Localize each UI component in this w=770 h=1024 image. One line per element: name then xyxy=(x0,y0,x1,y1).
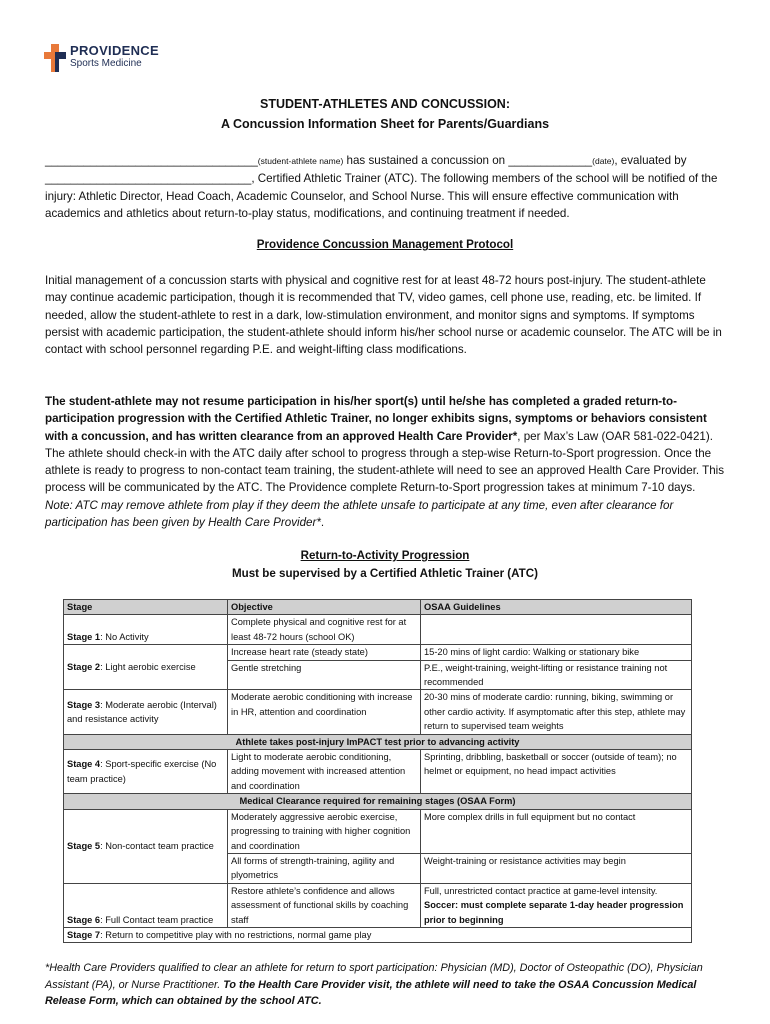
footnote: *Health Care Providers qualified to clear an athlete for return to sport participation: Physician (MD), Doctor of Osteopathic (DO), Physician Assistant (PA), or Nurse Practitioner. To the Health Care Provider visit, the athlete will need to take the OSAA Concussion Medical Release Form, which can obtained by the school ATC. xyxy=(45,962,703,1007)
table-row: Stage 6: Full Contact team practice Restore athlete’s confidence and allows assessment of functional skills by coaching staff Full, unrestricted contact practice at game-level intensity. Soccer: must complete separate 1-day header progression prior to beginning xyxy=(64,883,692,927)
return-participation-paragraph: The student-athlete may not resume participation in his/her sport(s) until he/she has completed a graded return-to-participation progression with the Certified Athletic Trainer, no longer exhibits signs, symptoms or behaviors consistent with a concussion, and has written clearance from an approved Health Care Provider*, per Max’s Law (OAR 581-022-0421). The athlete should check-in with the ATC daily after school to progress through a step-wise Return-to-Sport progression. Once the athlete is ready to progress to non-contact team training, the student-athlete will need to see an approved Health Care Provider. This process will be communicated by the ATC. The Providence complete Return-to-Sport progression takes at minimum 7-10 days. Note: ATC may remove athlete from play if they deem the athlete unsafe to participate at any time, even after clearance for participation has been given by Health Care Provider*. xyxy=(45,395,725,530)
brand-subtitle: Sports Medicine xyxy=(70,58,142,69)
date-label: (date) xyxy=(592,156,615,166)
table-row: Stage 3: Moderate aerobic (Interval) and resistance activity Moderate aerobic conditioning with increase in HR, attention and coordination 20-30 mins of moderate cardio: running, biking, swimming or other cardio activity. If asymptomatic after this step, athlete may return to supervised team weights xyxy=(64,690,692,734)
document-title: STUDENT-ATHLETES AND CONCUSSION: xyxy=(260,97,510,111)
impact-test-row: Athlete takes post-injury ImPACT test prior to advancing activity xyxy=(64,734,692,749)
header-stage: Stage xyxy=(64,600,228,615)
table-row: Stage 2: Light aerobic exercise Increase heart rate (steady state) 15-20 mins of light cardio: Walking or stationary bike xyxy=(64,645,692,660)
trainer-blank[interactable]: ________________________________ xyxy=(45,172,252,186)
brand-name: PROVIDENCE xyxy=(70,43,159,58)
header-objective: Objective xyxy=(228,600,421,615)
table-row: Stage 5: Non-contact team practice Moderately aggressive aerobic exercise, progressing to training with higher cognition and coordination More complex drills in full equipment but no contact xyxy=(64,809,692,853)
table-row xyxy=(64,794,692,809)
protocol-heading: Providence Concussion Management Protocol xyxy=(256,238,514,251)
intro-paragraph: _________________________________(student-athlete name) has sustained a concussion on _____________(date), evaluated by ________________________________, Certified Athletic Trainer (ATC). The following members of the school will be notified of the injury: Athletic Director, Head Coach, Academic Counselor, and School Nurse. This will ensure effective communication with academics and athletics about return-to-play status, modifications, and continuing treatment if needed. xyxy=(45,154,718,220)
table-row: Stage 4: Sport-specific exercise (No team practice) Light to moderate aerobic conditioning, adding movement with increased attention and coordination Sprinting, dribbling, basketball or soccer (outside of team); no helmet or equipment, no head impact activities xyxy=(64,750,692,794)
table-row: Gentle stretching P.E., weight-training, weight-lifting or resistance training not recommended xyxy=(64,660,692,690)
table-row: All forms of strength-training, agility and plyometrics Weight-training or resistance activities may begin xyxy=(64,853,692,883)
document-subtitle: A Concussion Information Sheet for Parents/Guardians xyxy=(220,117,550,131)
table-row: Stage 1: No Activity Complete physical and cognitive rest for at least 48-72 hours (school OK) xyxy=(64,615,692,645)
student-name-blank[interactable]: _________________________________ xyxy=(45,154,258,167)
student-name-label: (student-athlete name) xyxy=(257,156,344,166)
providence-logo xyxy=(44,44,159,76)
progression-subheading: Must be supervised by a Certified Athletic Trainer (ATC) xyxy=(231,567,538,580)
initial-management-paragraph: Initial management of a concussion starts with physical and cognitive rest for at least 48-72 hours post-injury. The student-athlete may continue academic participation, though it is recommended that TV, video games, cell phone use, reading, etc. be limited. If needed, allow the student-athlete to rest in a dark, low-stimulation environment, and monitor signs and symptoms. If symptoms persist with academic participation, the student-athlete should inform his/her school nurse or academic counselor. The ATC will be in contact with school personnel regarding P.E. and weight-lifting class modifications. xyxy=(45,274,722,357)
date-blank[interactable]: _____________ xyxy=(508,154,593,167)
medical-clearance-row: Medical Clearance required for remaining stages (OSAA Form) xyxy=(64,794,692,809)
progression-table xyxy=(63,599,692,943)
header-osaa: OSAA Guidelines xyxy=(421,600,692,615)
providence-cross-icon xyxy=(44,44,66,72)
table-header-row xyxy=(64,600,692,615)
table-row xyxy=(64,734,692,749)
table-row: Stage 7: Return to competitive play with no restrictions, normal game play xyxy=(64,927,692,942)
progression-heading: Return-to-Activity Progression xyxy=(300,549,470,562)
